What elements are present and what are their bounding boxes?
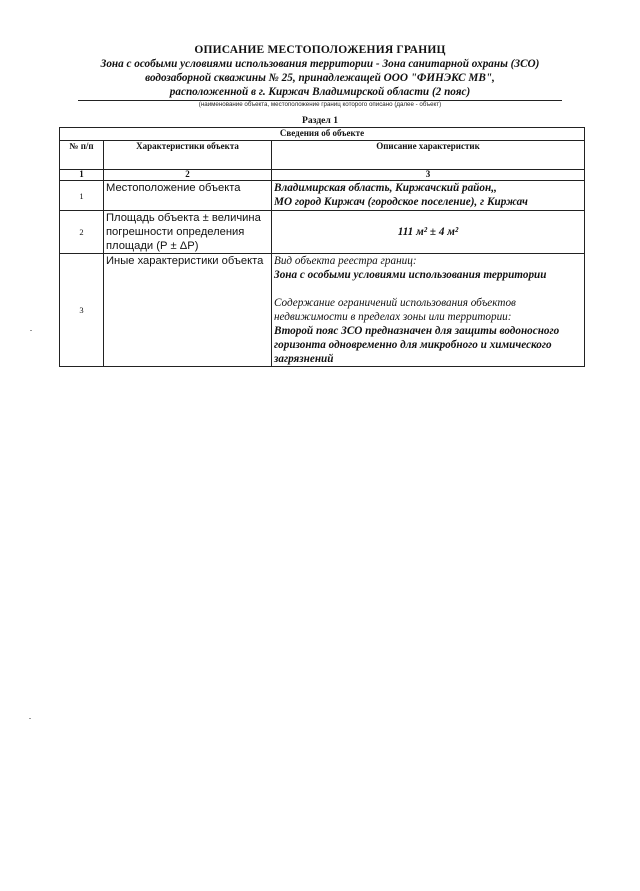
subtitle-line: Зона с особыми условиями использования территории - Зона санитарной охраны (ЗСО) [100, 58, 540, 70]
table-row [60, 254, 585, 367]
restriction-label: Содержание ограничений использования объектов недвижимости в пределах зоны или территории: [274, 297, 516, 323]
object-type-label: Вид объекта реестра границ: [274, 255, 417, 267]
object-info-table [59, 127, 585, 367]
table-caption: Сведения об объекте [60, 128, 585, 141]
row-characteristic: Местоположение объекта [104, 181, 272, 211]
table-row [60, 181, 585, 211]
header-description: Описание характеристик [272, 141, 585, 170]
row-number: 3 [60, 254, 104, 367]
subtitle-note: (наименование объекта, местоположение границ которого описано (далее - объект) [198, 101, 442, 108]
location-line: МО город Киржач (городское поселение), г Киржач [274, 196, 528, 208]
header-characteristic: Характеристики объекта [104, 141, 272, 170]
row-description [272, 254, 585, 367]
restriction-value: Второй пояс ЗСО предназначен для защиты водоносного горизонта одновременно для микробного и химического загрязнений [274, 325, 560, 365]
section-label: Раздел 1 [301, 115, 339, 126]
location-line: Владимирская область, Киржачский район,, [274, 182, 497, 194]
column-index: 2 [104, 170, 272, 181]
object-type-value: Зона с особыми условиями использования территории [274, 269, 547, 281]
area-value: 111 м² ± 4 м² [397, 225, 459, 238]
header-num: № п/п [60, 141, 104, 170]
row-number: 2 [60, 211, 104, 254]
document-subtitle [66, 57, 574, 99]
row-characteristic: Иные характеристики объекта [104, 254, 272, 367]
scan-speck [29, 718, 31, 719]
column-index: 1 [60, 170, 104, 181]
subtitle-line: расположенной в г. Киржач Владимирской области (2 пояс) [169, 86, 471, 98]
row-characteristic: Площадь объекта ± величина погрешности определения площади (Р ± ΔР) [104, 211, 272, 254]
table-row [60, 211, 585, 254]
column-index: 3 [272, 170, 585, 181]
row-description [272, 211, 585, 254]
row-number: 1 [60, 181, 104, 211]
document-title: ОПИСАНИЕ МЕСТОПОЛОЖЕНИЯ ГРАНИЦ [194, 44, 446, 56]
subtitle-line: водозаборной скважины № 25, принадлежащей ООО "ФИНЭКС МВ", [145, 72, 495, 84]
row-description [272, 181, 585, 211]
scan-speck [30, 330, 32, 331]
